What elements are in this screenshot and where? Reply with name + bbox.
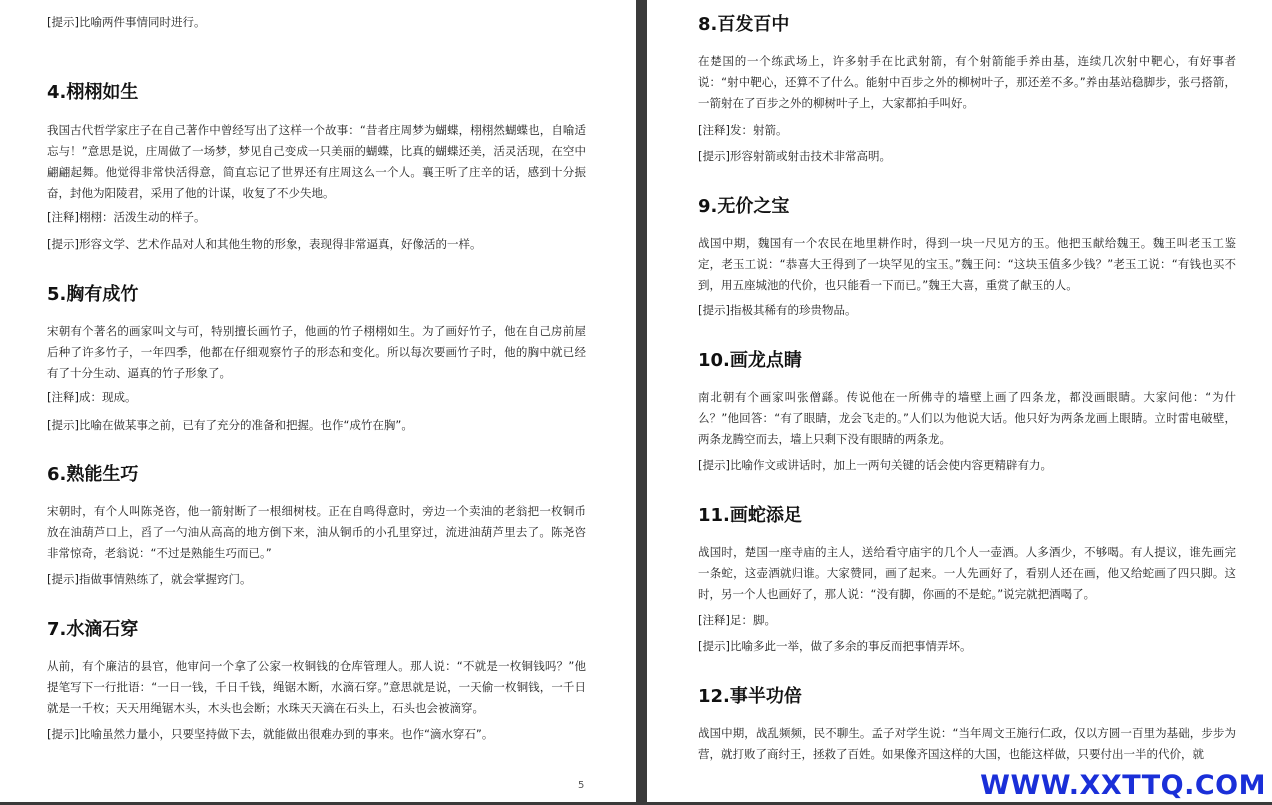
tip-text: [提示]比喻两件事情同时进行。	[47, 15, 206, 29]
section-body: 宋朝有个著名的画家叫文与可，特别擅长画竹子，他画的竹子栩栩如生。为了画好竹子，他在自己房前屋后种了许多竹子，一年四季，他都在仔细观察竹子的形态和变化。所以每次要画竹子时，他的胸中就已经有了十分生动、逼真的竹子形象了。	[47, 324, 586, 380]
section-6-content	[0, 501, 636, 564]
tip-text: [提示]比喻多此一举，做了多余的事反而把事情弄坏。	[698, 639, 972, 653]
section-10-content	[647, 387, 1272, 450]
note-text: [注释]成：现成。	[47, 390, 137, 404]
section-body: 在楚国的一个练武场上，许多射手在比武射箭，有个射箭能手养由基，连续几次射中靶心，有好事者说：“射中靶心，还算不了什么。能射中百步之外的柳树叶子，那还差不多。”养由基站稳脚步，张弓搭箭，一箭射在了百步之外的柳树叶子上，大家都拍手叫好。	[698, 54, 1236, 110]
section-6-tip-block	[0, 569, 636, 590]
page-number: 5	[578, 780, 585, 791]
section-heading: 6.熟能生巧	[47, 464, 139, 485]
tip-text: [提示]比喻在做某事之前，已有了充分的准备和把握。也作“成竹在胸”。	[47, 418, 413, 432]
right-page	[647, 0, 1272, 805]
section-8-tip-block	[647, 146, 1272, 167]
section-4-heading-block	[0, 81, 636, 105]
section-9-heading-block	[647, 195, 1272, 219]
tip-text: [提示]形容射箭或射击技术非常高明。	[698, 149, 891, 163]
section-11-heading-block	[647, 504, 1272, 528]
section-5-heading-block	[0, 283, 636, 307]
section-12-heading-block	[647, 685, 1272, 709]
section-body: 战国中期，战乱频频，民不聊生。孟子对学生说：“当年周文王施行仁政，仅以方圆一百里为基础，步步为营，就打败了商纣王，拯救了百姓。如果像齐国这样的大国，也能这样做，只要付出一半的代价，就	[698, 726, 1236, 761]
section-7-tip-block	[0, 724, 636, 745]
tip-text: [提示]形容文学、艺术作品对人和其他生物的形象，表现得非常逼真，好像活的一样。	[47, 237, 482, 251]
section-10-heading-block	[647, 349, 1272, 373]
section-body: 我国古代哲学家庄子在自己著作中曾经写出了这样一个故事：“昔者庄周梦为蝴蝶，栩栩然蝴蝶也，自喻适忘与！”意思是说，庄周做了一场梦，梦见自己变成一只美丽的蝴蝶，比真的蝴蝶还美，活灵活现，在空中翩翩起舞。他觉得非常快活得意，简直忘记了世界还有庄周这么一个人。襄王听了庄辛的话，感到十分振奋，封他为阳陵君，采用了他的计谋，收复了不少失地。	[47, 123, 586, 200]
tip-text: [提示]指极其稀有的珍贵物品。	[698, 303, 857, 317]
tip-text: [提示]比喻作文或讲话时，加上一两句关键的话会使内容更精辟有力。	[698, 458, 1052, 472]
section-heading: 9.无价之宝	[698, 196, 790, 217]
section-8-heading-block	[647, 13, 1272, 37]
section-body: 从前，有个廉洁的县官，他审问一个拿了公家一枚铜钱的仓库管理人。那人说：“不就是一枚铜钱吗？”他提笔写下一行批语：“一日一钱，千日千钱，绳锯木断，水滴石穿。”意思就是说，一天偷一枚铜钱，一千日就是一千枚；天天用绳锯木头，木头也会断；水珠天天滴在石头上，石头也会被滴穿。	[47, 659, 586, 715]
site-watermark: WWW.XXTTQ.COM	[980, 770, 1266, 801]
section-7-content	[0, 656, 636, 719]
note-text: [注释]足：脚。	[698, 613, 776, 627]
top-tip-block	[0, 12, 636, 33]
section-heading: 10.画龙点睛	[698, 350, 802, 371]
note-text: [注释]栩栩：活泼生动的样子。	[47, 210, 206, 224]
section-heading: 5.胸有成竹	[47, 284, 139, 305]
note-text: [注释]发：射箭。	[698, 123, 788, 137]
section-heading: 12.事半功倍	[698, 686, 802, 707]
section-4-tip-block	[0, 234, 636, 255]
section-body: 战国中期，魏国有一个农民在地里耕作时，得到一块一尺见方的玉。他把玉献给魏王。魏王叫老玉工鉴定，老玉工说：“恭喜大王得到了一块罕见的宝玉。”魏王问：“这块玉值多少钱？”老玉工说：“有钱也买不到，用五座城池的代价，也只能看一下而已。”魏王大喜，重赏了献玉的人。	[698, 236, 1236, 292]
section-heading: 4.栩栩如生	[47, 82, 139, 103]
section-11-tip-block	[647, 636, 1272, 657]
section-5-content	[0, 321, 636, 384]
section-11-content	[647, 542, 1272, 605]
section-heading: 7.水滴石穿	[47, 619, 139, 640]
section-body: 战国时，楚国一座寺庙的主人，送给看守庙宇的几个人一壶酒。人多酒少，不够喝。有人提议，谁先画完一条蛇，这壶酒就归谁。大家赞同，画了起来。一人先画好了，看别人还在画，他又给蛇画了四只脚。这时，另一个人也画好了，那人说：“没有脚，你画的不是蛇。”说完就把酒喝了。	[698, 545, 1236, 601]
section-body: 南北朝有个画家叫张僧繇。传说他在一所佛寺的墙壁上画了四条龙，都没画眼睛。大家问他：“为什么？”他回答：“有了眼睛，龙会飞走的。”人们以为他说大话。他只好为两条龙画上眼睛。立时雷电破壁，两条龙腾空而去，墙上只剩下没有眼睛的两条龙。	[698, 390, 1236, 446]
section-4-content	[0, 120, 636, 204]
page-divider	[636, 0, 647, 805]
section-12-content	[647, 723, 1272, 765]
section-body: 宋朝时，有个人叫陈尧咨，他一箭射断了一根细树枝。正在自鸣得意时，旁边一个卖油的老翁把一枚铜币放在油葫芦口上，舀了一勺油从高高的地方倒下来，油从铜币的小孔里穿过，流进油葫芦里去了。陈尧咨非常惊奇，老翁说：“不过是熟能生巧而已。”	[47, 504, 586, 560]
section-4-note-block	[0, 207, 636, 228]
section-7-heading-block	[0, 618, 636, 642]
section-9-content	[647, 233, 1272, 296]
section-heading: 8.百发百中	[698, 14, 790, 35]
section-10-tip-block	[647, 455, 1272, 476]
section-heading: 11.画蛇添足	[698, 505, 802, 526]
section-8-note-block	[647, 120, 1272, 141]
tip-text: [提示]指做事情熟练了，就会掌握窍门。	[47, 572, 252, 586]
section-5-note-block	[0, 387, 636, 408]
section-8-content	[647, 51, 1272, 114]
tip-text: [提示]比喻虽然力量小，只要坚持做下去，就能做出很难办到的事来。也作“滴水穿石”。	[47, 727, 494, 741]
section-11-note-block	[647, 610, 1272, 631]
section-5-tip-block	[0, 415, 636, 436]
section-9-tip-block	[647, 300, 1272, 321]
section-6-heading-block	[0, 463, 636, 487]
